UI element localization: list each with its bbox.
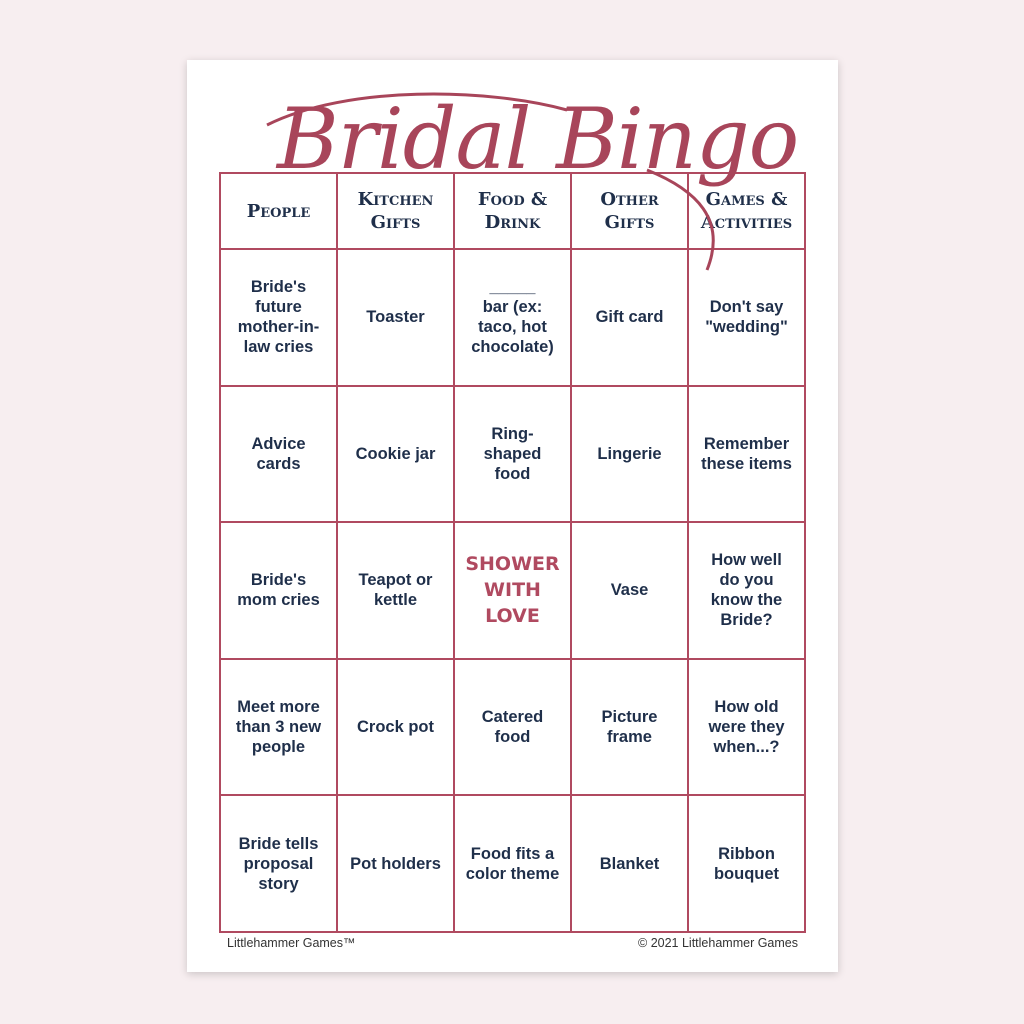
bingo-cell[interactable]: Crock pot	[337, 659, 454, 796]
bingo-cell[interactable]: Picture frame	[571, 659, 688, 796]
column-header: Kitchen Gifts	[337, 173, 454, 249]
bingo-cell[interactable]: Remember these items	[688, 386, 805, 523]
bingo-cell[interactable]: Bride's future mother-in- law cries	[220, 249, 337, 386]
bingo-cell[interactable]: Ring- shaped food	[454, 386, 571, 523]
bingo-cell[interactable]: Blanket	[571, 795, 688, 932]
bridal-bingo-logo	[227, 70, 799, 280]
bingo-cell[interactable]: _____ bar (ex: taco, hot chocolate)	[454, 249, 571, 386]
column-header: Other Gifts	[571, 173, 688, 249]
bingo-cell[interactable]: Lingerie	[571, 386, 688, 523]
bingo-cell[interactable]: Bride tells proposal story	[220, 795, 337, 932]
bingo-cell[interactable]: Gift card	[571, 249, 688, 386]
bingo-cell[interactable]: Ribbon bouquet	[688, 795, 805, 932]
column-header: People	[220, 173, 337, 249]
bingo-cell[interactable]: Teapot or kettle	[337, 522, 454, 659]
free-space-cell[interactable]: SHOWER WITH LOVE	[454, 522, 571, 659]
bingo-cell[interactable]: Catered food	[454, 659, 571, 796]
footer-brand: Littlehammer Games™	[227, 936, 356, 950]
bingo-cell[interactable]: Pot holders	[337, 795, 454, 932]
bingo-cell[interactable]: How old were they when...?	[688, 659, 805, 796]
logo-title: Bridal Bingo	[277, 90, 799, 188]
bingo-cell[interactable]: Food fits a color theme	[454, 795, 571, 932]
column-header: Games & Activities	[688, 173, 805, 249]
bingo-cell[interactable]: Don't say "wedding"	[688, 249, 805, 386]
bingo-grid	[219, 172, 806, 933]
bingo-cell[interactable]: Advice cards	[220, 386, 337, 523]
bingo-cell[interactable]: Vase	[571, 522, 688, 659]
bingo-cell[interactable]: Cookie jar	[337, 386, 454, 523]
bingo-card	[187, 60, 838, 972]
footer-copyright: © 2021 Littlehammer Games	[638, 936, 798, 950]
bingo-cell[interactable]: Bride's mom cries	[220, 522, 337, 659]
column-header: Food & Drink	[454, 173, 571, 249]
bingo-cell[interactable]: Meet more than 3 new people	[220, 659, 337, 796]
bingo-cell[interactable]: Toaster	[337, 249, 454, 386]
bingo-cell[interactable]: How well do you know the Bride?	[688, 522, 805, 659]
